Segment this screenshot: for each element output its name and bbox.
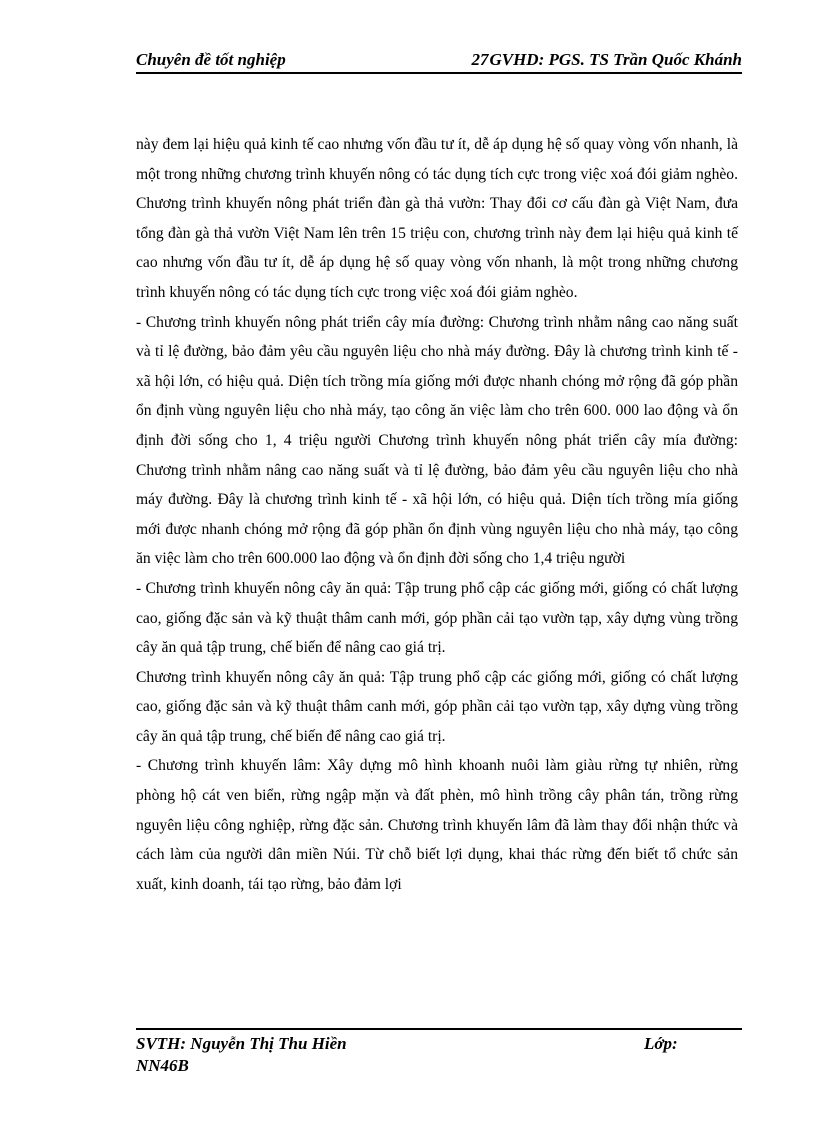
paragraph: - Chương trình khuyến nông cây ăn quả: Tập trung phổ cập các giống mới, giống có chất lượng cao, giống đặc sản và kỹ thuật thâm canh mới, góp phần cải tạo vườn tạp, xây dựng vùng trồng cây ăn quả tập trung, chế biến để nâng cao giá trị. — [136, 579, 738, 657]
page-number: 27 — [471, 50, 489, 69]
paragraph: - Chương trình khuyến nông phát triển cây mía đường: Chương trình nhằm nâng cao năng suất và tỉ lệ đường, bảo đảm yêu cầu nguyên liệu cho nhà máy đường. Đây là chương trình kinh tế - xã hội lớn, có hiệu quả. Diện tích trồng mía giống mới được nhanh chóng mở rộng đã góp phần ổn định vùng nguyên liệu cho nhà máy, tạo công ăn việc làm cho trên 600. 000 lao động và ổn định đời sống cho 1, 4 triệu người Chương trình khuyến nông phát triển cây mía đường: Chương trình nhằm nâng cao năng suất và tỉ lệ đường, bảo đảm yêu cầu nguyên liệu cho nhà máy đường. Đây là chương trình kinh tế - xã hội lớn, có hiệu quả. Diện tích trồng mía giống mới được nhanh chóng mở rộng đã góp phần ổn định vùng nguyên liệu cho nhà máy, tạo công ăn việc làm cho trên 600.000 lao động và ổn định đời sống cho 1,4 triệu người — [136, 313, 738, 568]
paragraph: Chương trình khuyến nông cây ăn quả: Tập trung phổ cập các giống mới, giống có chất lượng cao, giống đặc sản và kỹ thuật thâm canh mới, góp phần cải tạo vườn tạp, xây dựng vùng trồng cây ăn quả tập trung, chế biến để nâng cao giá trị. — [136, 668, 738, 745]
footer-divider — [136, 1028, 742, 1030]
page-header — [136, 48, 742, 74]
header-advisor: GVHD: PGS. TS Trần Quốc Khánh — [489, 50, 742, 69]
footer-student-name: SVTH: Nguyễn Thị Thu Hiền — [136, 1034, 347, 1053]
header-right — [471, 50, 742, 70]
footer-class-value: NN46B — [136, 1056, 189, 1075]
header-title: Chuyên đề tốt nghiệp — [136, 50, 286, 69]
body-text — [136, 130, 738, 899]
footer-class-label: Lớp: — [644, 1034, 678, 1053]
paragraph: này đem lại hiệu quả kinh tế cao nhưng vốn đầu tư ít, dễ áp dụng hệ số quay vòng vốn nhanh, là một trong những chương trình khuyến nông có tác dụng tích cực trong việc xoá đói giảm nghèo. Chương trình khuyến nông phát triển đàn gà thả vườn: Thay đổi cơ cấu đàn gà Việt Nam, đưa tổng đàn gà thả vườn Việt Nam lên trên 15 triệu con, chương trình này đem lại hiệu quả kinh tế cao nhưng vốn đầu tư ít, dễ áp dụng hệ số quay vòng vốn nhanh, là một trong những chương trình khuyến nông có tác dụng tích cực trong việc xoá đói giảm nghèo. — [136, 136, 738, 301]
paragraph: - Chương trình khuyến lâm: Xây dựng mô hình khoanh nuôi làm giàu rừng tự nhiên, rừng phòng hộ cát ven biển, rừng ngập mặn và đất phèn, mô hình trồng cây phân tán, trồng rừng nguyên liệu công nghiệp, rừng đặc sản. Chương trình khuyến lâm đã làm thay đổi nhận thức và cách làm của người dân miền Núi. Từ chỗ biết lợi dụng, khai thác rừng đến biết tổ chức sản xuất, kinh doanh, tái tạo rừng, bảo đảm lợi — [136, 757, 738, 893]
